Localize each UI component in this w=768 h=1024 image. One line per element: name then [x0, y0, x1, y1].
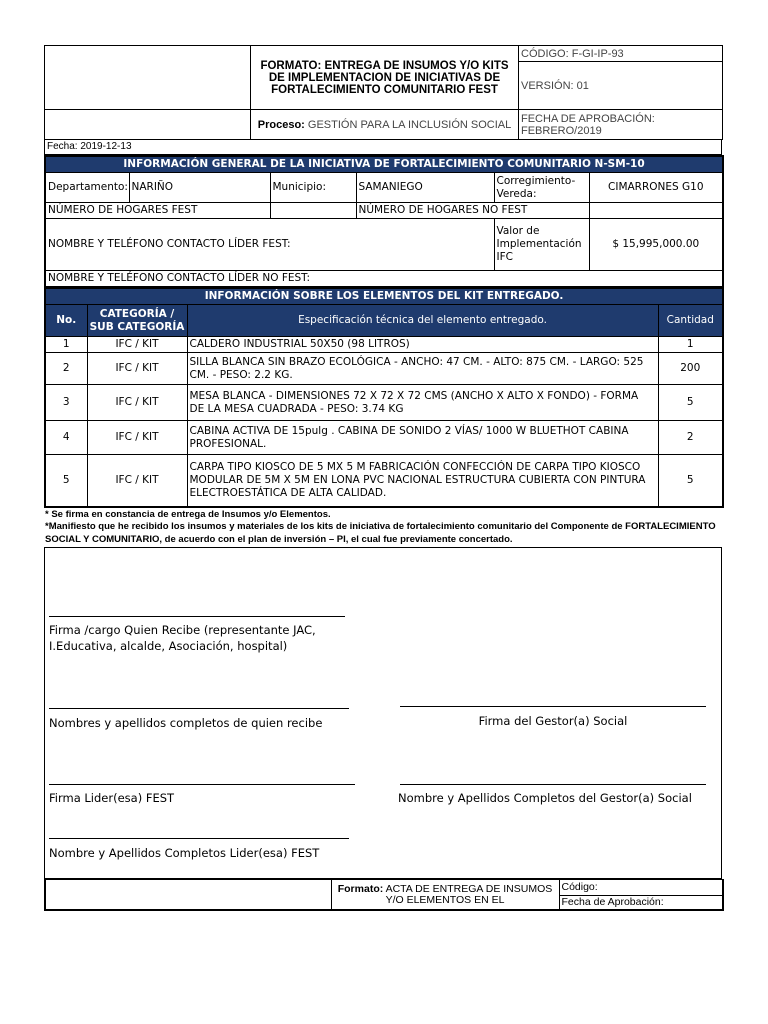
footer-format-value: ACTA DE ENTREGA DE INSUMOS Y/O ELEMENTOS EN EL: [385, 882, 553, 906]
item-no: 3: [45, 385, 87, 421]
item-spec: CARPA TIPO KIOSCO DE 5 MX 5 M FABRICACIÓN CONFECCIÓN DE CARPA TIPO KIOSCO MODULAR DE 5M X 5M EN LONA PVC NACIONAL ESTRUCTURA CUBIERTA CON PINTURA ELECTROESTÁTICA DE ALTA CALIDAD.: [187, 455, 658, 507]
department-label: Departamento:: [45, 173, 129, 203]
receiver-signature-label: Firma /cargo Quien Recibe (representante JAC, I.Educativa, alcalde, Asociación, hospital): [49, 623, 316, 653]
footer-format-label: Formato:: [337, 882, 384, 895]
implementation-value-label: Valor de Implementación IFC: [494, 219, 589, 271]
kit-items-table: [44, 288, 724, 508]
non-fest-households-value: [589, 203, 723, 219]
manager-signature-line: [400, 706, 706, 707]
leader-signature-label: Firma Lider(esa) FEST: [49, 791, 175, 805]
implementation-value: $ 15,995,000.00: [589, 219, 723, 271]
logo-cell: [45, 46, 251, 110]
item-spec: CABINA ACTIVA DE 15pulg . CABINA DE SONIDO 2 VÍAS/ 1000 W BLUETHOT CABINA PROFESIONAL.: [187, 421, 658, 455]
item-qty: 5: [658, 385, 723, 421]
leader-name-label: Nombre y Apellidos Completos Lider(esa) FEST: [49, 846, 320, 860]
process-value: GESTIÓN PARA LA INCLUSIÓN SOCIAL: [307, 118, 512, 131]
item-spec: MESA BLANCA - DIMENSIONES 72 X 72 X 72 CMS (ANCHO X ALTO X FONDO) - FORMA DE LA MESA CUADRADA - PESO: 3.74 KG: [187, 385, 658, 421]
kit-title: INFORMACIÓN SOBRE LOS ELEMENTOS DEL KIT ENTREGADO.: [45, 289, 723, 305]
fest-leader-contact: NOMBRE Y TELÉFONO CONTACTO LÍDER FEST:: [45, 219, 494, 271]
leader-signature-line: [49, 784, 355, 785]
item-category: IFC / KIT: [87, 353, 187, 385]
note-signature: * Se firma en constancia de entrega de Insumos y/o Elementos.: [45, 508, 331, 520]
footer-code: Código:: [559, 880, 723, 896]
col-spec-header: Especificación técnica del elemento entregado.: [187, 305, 658, 337]
non-fest-leader-contact: NOMBRE Y TELÉFONO CONTACTO LÍDER NO FEST:: [45, 271, 723, 288]
signature-section: [44, 547, 722, 879]
col-qty-header: Cantidad: [658, 305, 723, 337]
item-qty: 1: [658, 337, 723, 353]
receiver-signature-line: [49, 616, 345, 617]
item-category: IFC / KIT: [87, 421, 187, 455]
manager-name-label: Nombre y Apellidos Completos del Gestor(a) Social: [398, 791, 692, 805]
village-label: Corregimiento-Vereda:: [494, 173, 589, 203]
non-fest-households-label: NÚMERO DE HOGARES NO FEST: [356, 203, 589, 219]
col-no-header: No.: [45, 305, 87, 337]
footer-table: [44, 879, 724, 911]
item-category: IFC / KIT: [87, 455, 187, 507]
process-label: Proceso:: [257, 118, 305, 131]
note-manifest: *Manifiesto que he recibido los insumos y materiales de los kits de iniciativa de fortalecimiento comunitario del Componente de FORTALECIMIENTO SOCIAL Y COMUNITARIO, de acuerdo con el plan de inversión – PI, el cual fue previamente concertado.: [45, 521, 716, 545]
fest-households-label: NÚMERO DE HOGARES FEST: [45, 203, 270, 219]
document-page: [44, 45, 722, 911]
item-category: IFC / KIT: [87, 385, 187, 421]
manager-signature-label: Firma del Gestor(a) Social: [478, 714, 628, 728]
item-qty: 5: [658, 455, 723, 507]
leader-name-line: [49, 838, 349, 839]
receiver-name-label: Nombres y apellidos completos de quien recibe: [49, 716, 323, 730]
department-value: NARIÑO: [129, 173, 270, 203]
manager-name-line: [400, 784, 706, 785]
general-info-title: INFORMACIÓN GENERAL DE LA INICIATIVA DE FORTALECIMIENTO COMUNITARIO N-SM-10: [45, 156, 723, 173]
code-cell: CÓDIGO: F-GI-IP-93: [519, 46, 723, 62]
item-qty: 200: [658, 353, 723, 385]
item-category: IFC / KIT: [87, 337, 187, 353]
footer-format: [331, 880, 559, 911]
col-category-header: CATEGORÍA / SUB CATEGORÍA: [87, 305, 187, 337]
header-table: [44, 45, 723, 140]
format-title: FORMATO: ENTREGA DE INSUMOS Y/O KITS DE IMPLEMENTACION DE INICIATIVAS DE FORTALECIMIENTO COMUNITARIO FEST: [251, 46, 519, 110]
municipality-value: SAMANIEGO: [356, 173, 494, 203]
fest-households-value: [270, 203, 356, 219]
footer-blank: [45, 880, 331, 911]
receiver-name-line: [49, 708, 349, 709]
item-qty: 2: [658, 421, 723, 455]
item-no: 4: [45, 421, 87, 455]
municipality-label: Municipio:: [270, 173, 356, 203]
date-field: Fecha: 2019-12-13: [44, 140, 722, 155]
notes: [44, 508, 722, 548]
item-no: 2: [45, 353, 87, 385]
item-no: 1: [45, 337, 87, 353]
process-cell: [251, 110, 519, 140]
approval-date-cell: FECHA DE APROBACIÓN: FEBRERO/2019: [519, 110, 723, 140]
item-spec: CALDERO INDUSTRIAL 50X50 (98 LITROS): [187, 337, 658, 353]
footer-approval-date: Fecha de Aprobación:: [559, 896, 723, 911]
general-info-table: [44, 155, 724, 288]
village-value: CIMARRONES G10: [589, 173, 723, 203]
item-spec: SILLA BLANCA SIN BRAZO ECOLÓGICA - ANCHO: 47 CM. - ALTO: 875 CM. - LARGO: 525 CM. - PESO: 2.2 KG.: [187, 353, 658, 385]
version-cell: VERSIÓN: 01: [519, 62, 723, 110]
blank-cell: [45, 110, 251, 140]
item-no: 5: [45, 455, 87, 507]
